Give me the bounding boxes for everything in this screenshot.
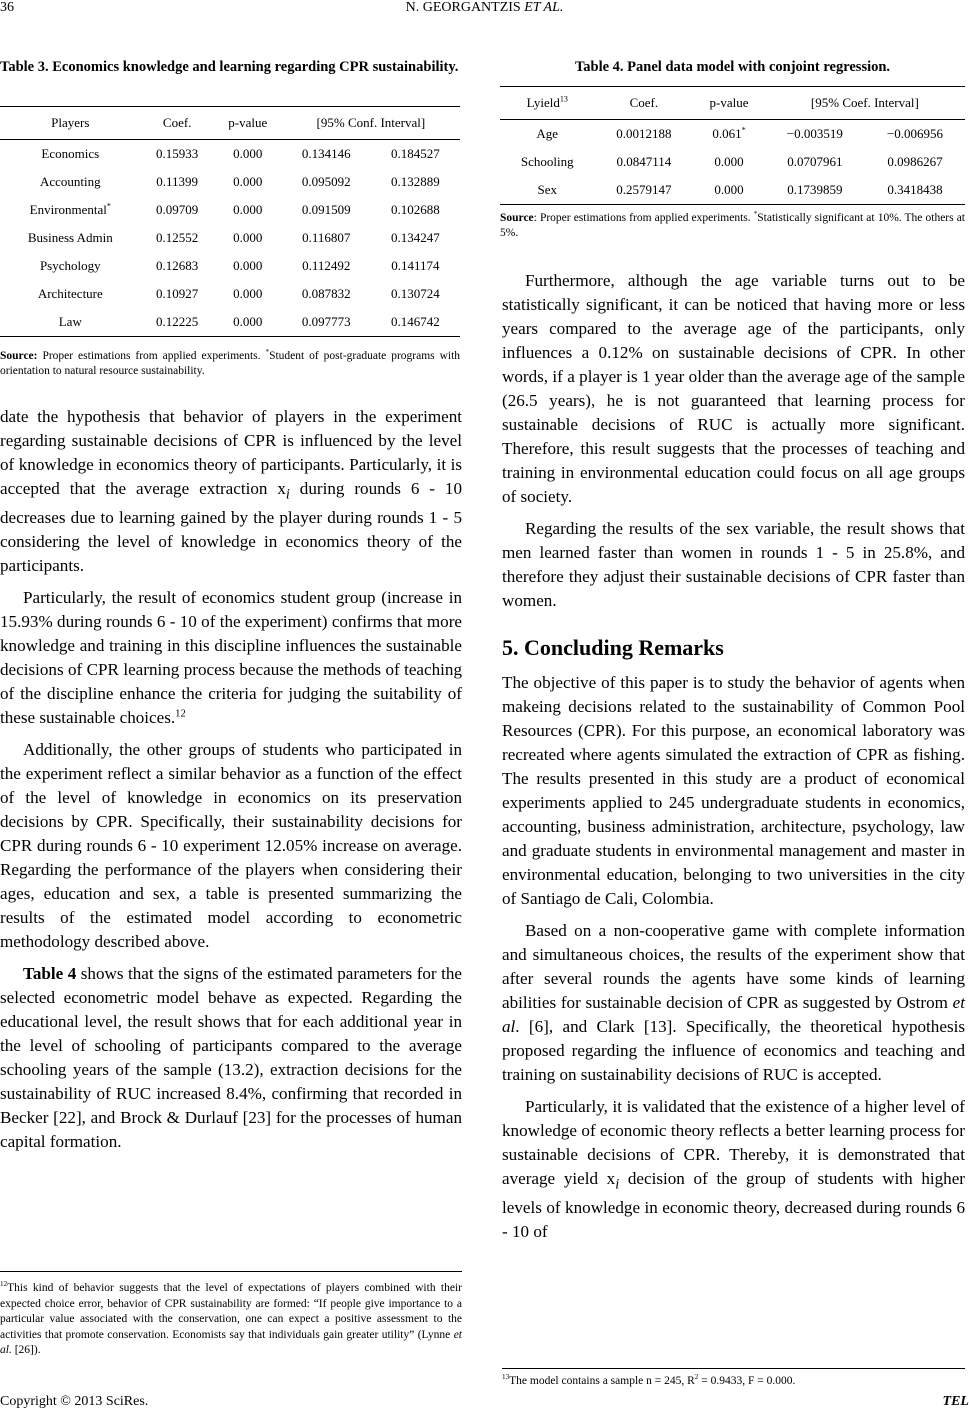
table-cell: 0.095092 xyxy=(301,174,351,189)
table-cell: −0.006956 xyxy=(886,126,943,141)
left-column-text xyxy=(0,405,462,1154)
table-cell: 0.000 xyxy=(233,146,263,161)
table-cell: 0.146742 xyxy=(371,308,460,337)
table-cell: Psychology xyxy=(39,258,101,273)
table-cell: 0.000 xyxy=(693,176,765,205)
table3-note: Source: Proper estimations from applied experiments. *Student of post-graduate programs with orientation to natural resource sustainability. xyxy=(0,348,461,377)
table-cell: 0.000 xyxy=(233,174,263,189)
table-cell: 0.000 xyxy=(233,286,263,301)
table-row xyxy=(0,224,460,252)
paragraph: The objective of this paper is to study the behavior of agents when makeing decisions related to the sustainability of Common Pool Resources (CPR). For this purpose, an economical laboratory was recreated where agents simulated the extraction of CPR as fishing. The results presented in this study are a product of economical experiments applied to 245 undergraduate students in economics, accounting, business administration, architecture, psychology, law and graduate students in environmental management and master in environmental education, belonging to two universities in the city of Santiago de Cali, Colombia. xyxy=(502,673,965,908)
table-cell: 0.116807 xyxy=(302,230,351,245)
table4-note: Source: Proper estimations from applied experiments. *Statistically significant at 10%. The others at 5%. xyxy=(500,210,965,239)
table-cell: 0.12683 xyxy=(156,258,199,273)
table-cell: 0.112492 xyxy=(302,258,351,273)
table-cell: 0.0847114 xyxy=(616,154,672,169)
footnote-13: $^{13}$The model contains a sample n = 245, $R^2 = 0.9433$, F = 0.000. xyxy=(502,1373,796,1387)
table-cell: 0.000 xyxy=(233,258,263,273)
table-cell: 0.000 xyxy=(233,230,263,245)
table4-header-row xyxy=(500,87,965,120)
table3-col-players: Players xyxy=(0,107,141,140)
table-row xyxy=(0,140,460,169)
table-cell: Age xyxy=(536,126,559,141)
paragraph: Furthermore, although the age variable turns out to be statistically significant, it can be noticed that having more or less years compared to the average age of the participants, only influences a 0.12% on sustainable decisions of CPR. In other words, if a player is 1 year older than the average age of the sample (26.5 years), he is not guaranteed that learning process for sustainable decisions of RUC is actually more significant. Therefore, this result suggests that the processes of teaching and training in environmental education could focus on all age groups of society. xyxy=(502,271,965,506)
table-cell: 0.0707961 xyxy=(787,154,843,169)
paragraph: date the hypothesis that behavior of players in the experiment regarding sustainable decisions of CPR is influenced by the level of knowledge in economics theory of participants. Particularly, it is accepted that the average extraction $x_i$ during rounds 6 - 10 decreases due to learning gained by the player during rounds 1 - 5 considering the level of knowledge in economics theory of the participants. xyxy=(0,407,462,576)
paragraph: Based on a non-cooperative game with complete information and simultaneous choices, the results of the experiment show that after several rounds the agents have some kinds of learning abilities for sustainable decision of CPR as suggested by Ostrom et al. [6], and Clark [13]. Specifically, the theoretical hypothesis proposed regarding the influence of economics and teaching and training on sustainability decisions of RUC is accepted. xyxy=(502,921,965,1084)
table3 xyxy=(0,106,460,337)
table-cell: 0.091509 xyxy=(301,202,351,217)
right-column-text xyxy=(502,269,965,1244)
table-cell: 0.061* xyxy=(712,125,746,141)
table-cell: 0.2579147 xyxy=(595,176,694,205)
table3-col-coef: Coef. xyxy=(141,107,214,140)
footnote-12: $^{12}$This kind of behavior suggests that the level of expectations of players combined with their expected choice error, behavior of CPR sustainability are formed: “If people give importance to a particular value associated with the conservation, one can expect a positive assessment to the activities that promote conservation. Economists say that individuals gain greater utility” (Lynne et al. [26]). xyxy=(0,1280,462,1356)
section-heading: 5. Concluding Remarks xyxy=(502,635,724,660)
journal-abbrev: TEL xyxy=(942,1394,969,1409)
table-cell: Environmental* xyxy=(29,201,111,217)
table4-col-pvalue: p-value xyxy=(693,87,765,120)
table-row xyxy=(0,168,460,196)
table-cell: Sex xyxy=(500,176,595,205)
table-cell: 0.1739859 xyxy=(765,176,865,205)
copyright: Copyright © 2013 SciRes. xyxy=(0,1394,149,1409)
paragraph: Regarding the results of the sex variable, the result shows that men learned faster than women in rounds 1 - 5 in 25.8%, and therefore they adjust their sustainable decisions of CPR faster than women. xyxy=(502,519,965,610)
table-row xyxy=(500,148,965,176)
paragraph: Particularly, the result of economics student group (increase in 15.93% during rounds 6 - 10 of the experiment) confirms that more knowledge and training in this discipline influences the sustainable decisions of CPR learning process because the methods of teaching of the discipline enhance the criteria for judging the suitability of these sustainable choices.$^{12}$ xyxy=(0,588,462,728)
table-row xyxy=(0,280,460,308)
table-cell: −0.003519 xyxy=(786,126,843,141)
page-number: 36 xyxy=(0,0,14,15)
table4-col-lyield: Lyield$^{13}$ xyxy=(500,87,595,120)
table4 xyxy=(500,86,965,205)
table-cell: 0.000 xyxy=(714,154,744,169)
table-cell: 0.11399 xyxy=(156,174,199,189)
footnote-rule xyxy=(0,1271,462,1272)
table-cell: Economics xyxy=(41,146,100,161)
table-cell: 0.184527 xyxy=(391,146,440,161)
table-cell: 0.000 xyxy=(214,308,282,337)
table-cell: 0.097773 xyxy=(282,308,371,337)
table-cell: 0.087832 xyxy=(301,286,351,301)
table-row xyxy=(0,196,460,224)
table-row xyxy=(500,176,965,205)
table-row xyxy=(0,252,460,280)
table-cell: Business Admin xyxy=(27,230,113,245)
table3-col-pvalue: p-value xyxy=(214,107,282,140)
table-row xyxy=(0,308,460,337)
paragraph: Table 4 shows that the signs of the estimated parameters for the selected econometric model behave as expected. Regarding the educational level, the result shows that for each additional year in the level of schooling of participants compared to the average schooling years of the sample (13.2), extraction decisions for the sustainability of RUC increased 8.4%, confirming that recorded in Becker [22], and Brock & Durlauf [23] for the processes of human capital formation. xyxy=(0,964,462,1152)
table-cell: 0.0986267 xyxy=(887,154,943,169)
table4-caption: Table 4. Panel data model with conjoint regression. xyxy=(574,59,891,75)
table3-caption: Table 3. Economics knowledge and learning regarding CPR sustainability. xyxy=(0,59,459,75)
table4-col-coef: Coef. xyxy=(595,87,694,120)
table-cell: Accounting xyxy=(39,174,101,189)
table-cell: 0.0012188 xyxy=(616,126,672,141)
table4-col-interval: [95% Coef. Interval] xyxy=(765,87,965,120)
footnote-rule xyxy=(502,1368,965,1369)
table-cell: 0.3418438 xyxy=(865,176,965,205)
table-cell: 0.134146 xyxy=(301,146,351,161)
table-cell: 0.15933 xyxy=(156,146,199,161)
table-cell: 0.09709 xyxy=(156,202,199,217)
table-cell: 0.130724 xyxy=(391,286,440,301)
table-cell: 0.12225 xyxy=(141,308,214,337)
table-cell: 0.000 xyxy=(233,202,263,217)
table-row xyxy=(500,120,965,149)
table-cell: 0.134247 xyxy=(391,230,440,245)
table3-header-row xyxy=(0,107,460,140)
table-cell: Architecture xyxy=(37,286,103,301)
table-cell: Schooling xyxy=(520,154,574,169)
table-cell: 0.141174 xyxy=(391,258,440,273)
running-title: N. GEORGANTZIS ET AL. xyxy=(405,0,564,15)
paragraph: Additionally, the other groups of students who participated in the experiment reflect a similar behavior as a function of the effect of the level of knowledge in economics on its preservation decisions by CPR. Specifically, their sustainability decisions for CPR during rounds 6 - 10 experiment 12.05% increase on average. Regarding the performance of the players when considering their ages, education and sex, a table is presented summarizing the results of the estimated model according to econometric methodology described above. xyxy=(0,740,462,952)
table-cell: 0.10927 xyxy=(156,286,199,301)
table-cell: 0.12552 xyxy=(156,230,199,245)
table3-col-interval: [95% Conf. Interval] xyxy=(282,107,460,140)
table-cell: Law xyxy=(0,308,141,337)
paragraph: Particularly, it is validated that the existence of a higher level of knowledge of economic theory reflects a better learning process for sustainable decisions of CPR. Thereby, it is demonstrated that average yield $x_i$ decision of the group of students with higher levels of knowledge in economic theory, decreased during rounds 6 - 10 of xyxy=(502,1097,965,1242)
table-cell: 0.132889 xyxy=(391,174,440,189)
table-cell: 0.102688 xyxy=(391,202,440,217)
